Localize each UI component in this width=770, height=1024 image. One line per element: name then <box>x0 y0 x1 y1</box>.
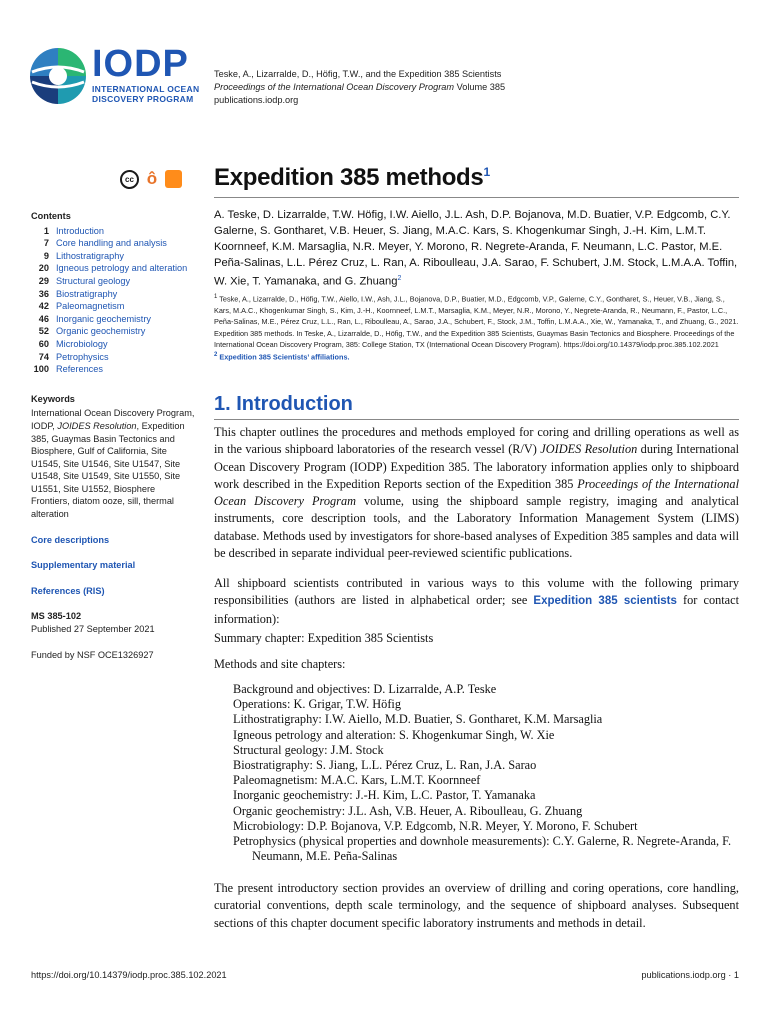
footer-separator: · <box>725 970 734 980</box>
contents-item-label[interactable]: Core handling and analysis <box>56 238 167 249</box>
logo-name: IODP <box>92 43 189 85</box>
keywords-heading: Keywords <box>31 393 75 404</box>
responsibility-item: Lithostratigraphy: I.W. Aiello, M.D. Buatier, S. Gontharet, K.M. Marsaglia <box>233 712 603 727</box>
p1-part-e: volume, using the shipboard sample registry, imaging and analytical instruments, core description tools, and the Laboratory Information Management System (LIMS) database. Methods used by investigators for shore-based analyses of Expedition 385 samples and data will be described in separate individual peer-reviewed scientific publications. <box>214 494 739 561</box>
contents-item-label[interactable]: Petrophysics <box>56 351 109 362</box>
contents-heading: Contents <box>31 211 71 221</box>
creative-commons-icon[interactable]: cc <box>120 170 139 189</box>
p1-part-c: during International Ocean Discovery Program (IODP) Expedition 385. The laboratory information applies only to shipboard work described in the Expedition Reports section of the Expedition 385 <box>214 442 739 491</box>
contents-item-page: 36 <box>38 288 49 299</box>
keywords-part-2: JOIDES Resolution <box>57 420 137 431</box>
contents-item[interactable] <box>31 300 196 313</box>
p1-part-d: Proceedings of the International Ocean Discovery Program <box>214 476 739 509</box>
core-descriptions-link[interactable]: Core descriptions <box>31 534 110 545</box>
authors-footnote-mark[interactable]: 2 <box>397 275 402 282</box>
archive-icon[interactable] <box>165 170 182 188</box>
contents-item-page: 46 <box>38 313 49 324</box>
contents-item[interactable] <box>31 351 196 364</box>
section-divider <box>214 419 739 420</box>
contents-item-page: 1 <box>43 225 49 236</box>
references-ris-link[interactable]: References (RIS) <box>31 585 105 596</box>
contents-item-page: 29 <box>38 275 49 286</box>
page-title <box>214 164 490 192</box>
responsibility-item: Operations: K. Grigar, T.W. Höfig <box>233 697 401 712</box>
footer-page-info <box>641 970 739 980</box>
title-text: Expedition 385 methods <box>214 164 484 191</box>
logo-line-1: INTERNATIONAL OCEAN <box>92 84 200 94</box>
title-divider <box>214 197 739 198</box>
contents-item-label[interactable]: Microbiology <box>56 338 108 349</box>
methods-chapters-line: Methods and site chapters: <box>214 657 346 671</box>
keywords <box>31 393 196 521</box>
funding: Funded by NSF OCE1326927 <box>31 649 154 660</box>
expedition-scientists-link[interactable]: Expedition 385 scientists <box>533 595 677 608</box>
published-date: Published 27 September 2021 <box>31 624 155 635</box>
p1-part-a: This chapter outlines the procedures and methods employed for coring and drilling operations as well as in the various shipboard laboratories of the research vessel (R/V) <box>214 425 739 457</box>
contents-item-label[interactable]: References <box>56 364 103 375</box>
journal-volume: Volume 385 <box>454 82 506 92</box>
header-citation <box>214 68 505 107</box>
responsibility-item: Structural geology: J.M. Stock <box>233 742 384 757</box>
p2-part-b: for contact information): <box>214 593 740 626</box>
footnote-1-text: Teske, A., Lizarralde, D., Höfig, T.W., Aiello, I.W., Ash, J.L., Bojanova, D.P., Buatier, M.D., Edgcomb, V.P., Galerne, C.Y., Gontharet, S., Heuer, V.B., Jiang, S., Kars, M.A.C., Khogenkumar Singh, S., Kim, J.-H., Koornneef, L.M.T., Marsaglia, K.M., Meyer, N.R., Morono, Y., Negrete-Aranda, R., Neumann, F., Pastor, L.C., Peña-Salinas, M.E., Pérez Cruz, L.L., Ran, L., Riboulleau, A., Sarao, J.A., Schubert, F., Stock, J.M., Toffin, L.M.A.A., Xie, W., Yamanaka, T., and Zhuang, G., 2021. Expedition 385 methods. In Teske, A., Lizarralde, D., Höfig, T.W., and the Expedition 385 Scientists, Guaymas Basin Tectonics and Biosphere. Proceedings of the International Ocean Discovery Program, 385: College Station, TX (International Ocean Discovery Program). https://doi.org/10.14379/iodp.proc.385.102.2021 <box>214 294 739 350</box>
ms-number: MS 385-102 <box>31 611 82 622</box>
contents-item-label[interactable]: Paleomagnetism <box>56 301 125 312</box>
contents-item[interactable] <box>31 288 196 301</box>
contents-item-label[interactable]: Igneous petrology and alteration <box>56 263 188 274</box>
contents-item[interactable] <box>31 363 196 376</box>
contents-item-label[interactable]: Organic geochemistry <box>56 326 146 337</box>
supplementary-material-link[interactable]: Supplementary material <box>31 560 136 571</box>
contents-item-label[interactable]: Structural geology <box>56 275 131 286</box>
responsibility-item: Organic geochemistry: J.L. Ash, V.B. Heuer, A. Riboulleau, G. Zhuang <box>233 803 583 818</box>
contents-item[interactable] <box>31 338 196 351</box>
contents-item-page: 42 <box>38 301 49 312</box>
summary-chapter-line: Summary chapter: Expedition 385 Scientists <box>214 631 434 645</box>
responsibility-item: Microbiology: D.P. Bojanova, V.P. Edgcomb, N.R. Meyer, Y. Morono, F. Schubert <box>233 818 638 833</box>
intro-paragraph-2 <box>214 575 739 628</box>
authors-text: A. Teske, D. Lizarralde, T.W. Höfig, I.W. Aiello, J.L. Ash, D.P. Bojanova, M.D. Buatier, V.P. Edgcomb, C.Y. Galerne, S. Gontharet, V.B. Heuer, S. Jiang, M.A.C. Kars, S. Khogenkumar Singh, J.-H. Kim, L.M.T. Koornneef, K.M. Marsaglia, N.R. Meyer, Y. Morono, R. Negrete-Aranda, F. Neumann, L.C. Pastor, M.E. Peña-Salinas, L.L. Pérez Cruz, L. Ran, A. Riboulleau, J.A. Sarao, F. Schubert, J.M. Stock, L.M.A.A. Toffin, W. Xie, T. Yamanaka, and G. Zhuang <box>214 209 738 288</box>
title-footnote-mark[interactable]: 1 <box>483 165 490 179</box>
footnote-2 <box>214 350 739 363</box>
responsibility-item: Biostratigraphy: S. Jiang, L.L. Pérez Cruz, L. Ran, J.A. Sarao <box>233 758 537 773</box>
iodp-wordmark <box>92 44 199 104</box>
contents-item-page: 9 <box>43 250 49 261</box>
intro-paragraph-1 <box>214 424 739 562</box>
contents-item-page: 7 <box>43 238 49 249</box>
section-title: 1. Introduction <box>214 393 353 415</box>
journal-name: Proceedings of the International Ocean Discovery Program <box>214 82 455 92</box>
responsibility-item: Paleomagnetism: M.A.C. Kars, L.M.T. Koornneef <box>233 773 481 788</box>
header-citation-authors: Teske, A., Lizarralde, D., Höfig, T.W., and the Expedition 385 Scientists <box>214 69 502 79</box>
contents-item[interactable] <box>31 250 196 263</box>
contents-item[interactable] <box>31 225 196 238</box>
contents-item[interactable] <box>31 275 196 288</box>
footnote-1 <box>214 292 739 350</box>
page-number: 1 <box>733 970 739 980</box>
license-icons <box>120 170 182 189</box>
responsibility-item: Background and objectives: D. Lizarralde, A.P. Teske <box>233 682 497 696</box>
open-access-icon[interactable]: ô <box>146 169 158 188</box>
contents-item-page: 74 <box>38 351 49 362</box>
affiliations-link[interactable]: Expedition 385 Scientists’ affiliations. <box>219 352 350 362</box>
contents-item[interactable] <box>31 237 196 250</box>
p2-part-a: All shipboard scientists contributed in various ways to this volume with the following primary responsibilities (authors are listed in alphabetical order; see <box>214 576 739 608</box>
contents-item-label[interactable]: Introduction <box>56 225 105 236</box>
contents-item-page: 60 <box>38 338 49 349</box>
responsibility-item: Petrophysics (physical properties and downhole measurements): C.Y. Galerne, R. Negrete-Aranda, F. Neumann, M.E. Peña-Salinas <box>233 834 732 864</box>
contents-item[interactable] <box>31 325 196 338</box>
footnote-2-mark: 2 <box>214 352 218 359</box>
intro-paragraph-3: The present introductory section provides an overview of drilling and coring operations, core handling, curatorial conventions, depth scale terminology, and the sequence of shipboard analyses. Subsequent sections of this chapter document specific laboratory instruments and methods in detail. <box>214 881 739 930</box>
header-citation-site[interactable]: publications.iodp.org <box>214 95 299 105</box>
keywords-text <box>31 407 196 520</box>
contents-item-label[interactable]: Inorganic geochemistry <box>56 313 151 324</box>
sidebar <box>31 210 196 661</box>
keywords-part-1: International Ocean Discovery Program, IODP, <box>31 408 195 431</box>
contents-item[interactable] <box>31 313 196 326</box>
author-list <box>214 207 744 290</box>
footer-doi[interactable]: https://doi.org/10.14379/iodp.proc.385.102.2021 <box>31 970 227 980</box>
publication-info <box>31 610 196 661</box>
footnote-1-mark: 1 <box>214 294 218 300</box>
header-citation-journal <box>214 81 505 94</box>
responsibility-list <box>233 682 738 864</box>
contents-item-page: 20 <box>38 263 49 274</box>
p1-part-b: JOIDES Resolution <box>540 442 638 457</box>
logo-line-2: DISCOVERY PROGRAM <box>92 94 194 104</box>
contents-item-label[interactable]: Biostratigraphy <box>56 288 118 299</box>
contents-list <box>31 225 196 376</box>
contents-item-label[interactable]: Lithostratigraphy <box>56 250 124 261</box>
keywords-part-3: , Expedition 385, Guaymas Basin Tectonics and Biosphere, Gulf of California, Site U1545, Site U1546, Site U1547, Site U1548, Site U1549, Site U1550, Site U1551, Site U1552, Biosphere Frontiers, diatom ooze, sill, thermal alteration <box>31 420 185 520</box>
responsibility-item: Inorganic geochemistry: J.-H. Kim, L.C. Pastor, T. Yamanaka <box>233 788 536 803</box>
footer-site[interactable]: publications.iodp.org <box>641 970 726 980</box>
responsibility-item: Igneous petrology and alteration: S. Khogenkumar Singh, W. Xie <box>233 727 555 742</box>
contents-item-page: 100 <box>33 364 49 375</box>
contents-item-page: 52 <box>38 326 49 337</box>
contents-item[interactable] <box>31 262 196 275</box>
footnotes <box>214 292 739 363</box>
